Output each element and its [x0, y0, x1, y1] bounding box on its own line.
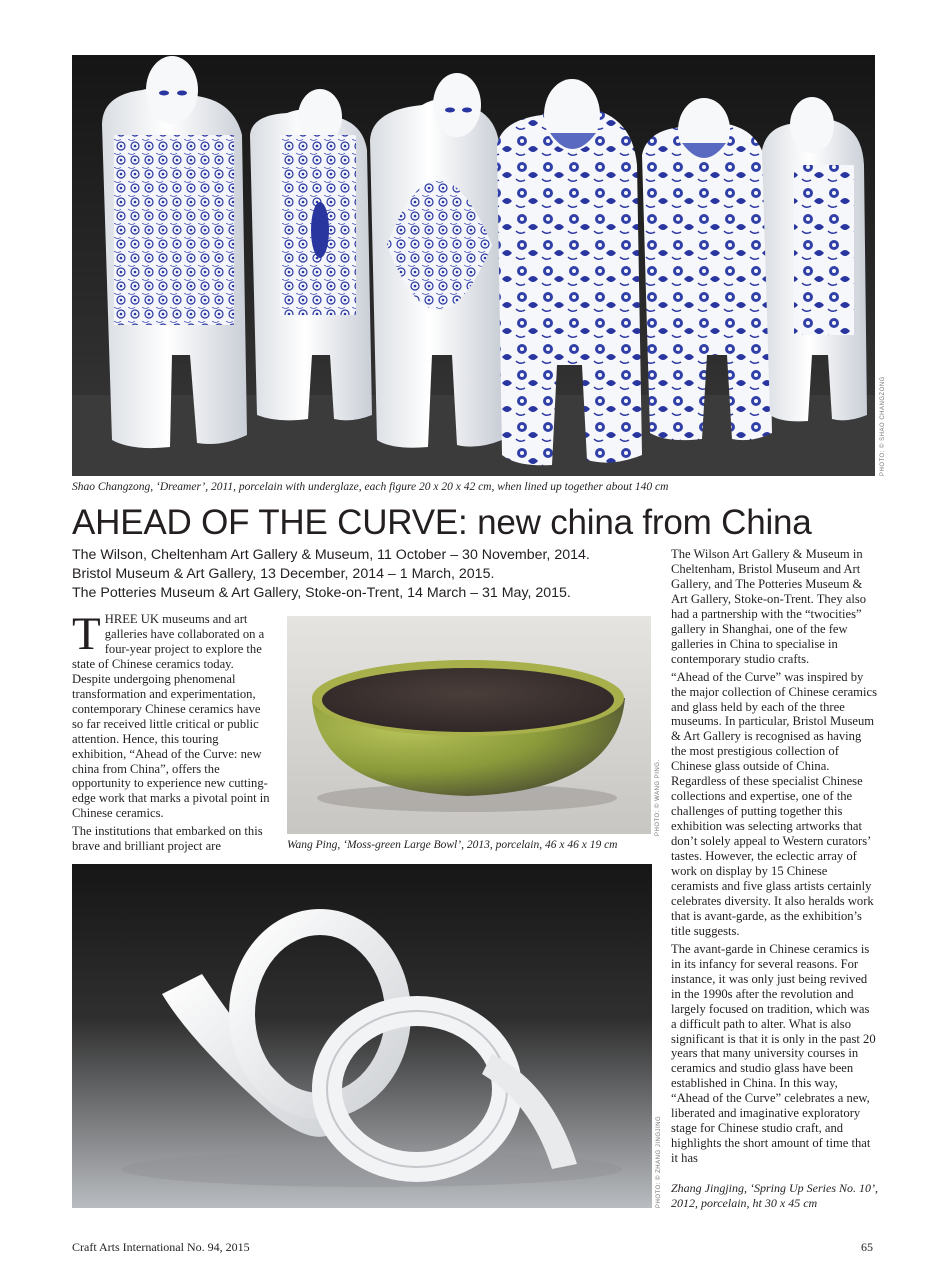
body-paragraph-1: THREE UK museums and art galleries have collaborated on a four-year project to explore the state of Chinese ceramics today. Despite undergoing phenomenal transformation and experimentation, contemporary Chinese ceramics have so far received little critical or public attention. Hence, this touring exhibition, “Ahead of the Curve: new china from China”, offers the opportunity to experience new cutting-edge work that marks a pivotal point in Chinese ceramics.	[72, 608, 270, 821]
caption-dreamer: Shao Changzong, ‘Dreamer’, 2011, porcelain with underglaze, each figure 20 x 20 x 42 cm, when lined up together about 140 cm	[72, 481, 669, 493]
footer-publication: Craft Arts International No. 94, 2015	[72, 1240, 250, 1254]
venue-line-2: Bristol Museum & Art Gallery, 13 December, 2014 – 1 March, 2015.	[72, 566, 495, 582]
photo-moss-green-bowl	[287, 616, 651, 834]
body-paragraph-3: The Wilson Art Gallery & Museum in Cheltenham, Bristol Museum and Art Gallery, and The Potteries Museum & Art Gallery, Stoke-on-Trent. They also had a partnership with the “twocities” gallery in Shanghai, one of the few galleries in China to specialise in contemporary studio crafts.	[671, 547, 867, 666]
photo-credit-spiral: PHOTO: © ZHANG JINGJING	[656, 1115, 662, 1208]
body-column-left	[72, 608, 272, 857]
body-column-right	[671, 547, 878, 1169]
caption-spiral: Zhang Jingjing, ‘Spring Up Series No. 10’, 2012, porcelain, ht 30 x 45 cm	[671, 1181, 878, 1210]
caption-bowl: Wang Ping, ‘Moss-green Large Bowl’, 2013, porcelain, 46 x 46 x 19 cm	[287, 839, 618, 851]
photo-dreamer-figures	[72, 55, 875, 476]
photo-credit-dreamer: PHOTO: © SHAO CHANGZONG	[880, 376, 886, 476]
body-paragraph-2: The institutions that embarked on this brave and brilliant project are	[72, 824, 263, 854]
venue-line-3: The Potteries Museum & Art Gallery, Stoke-on-Trent, 14 March – 31 May, 2015.	[72, 585, 571, 601]
article-title: AHEAD OF THE CURVE: new china from China	[72, 503, 812, 542]
body-paragraph-5: The avant-garde in Chinese ceramics is in its infancy for several reasons. For instance, it was only just being revived in the 1990s after the revolution and largely focused on tradition, which was a difficult path to alter. What is also significant is that it is only in the past 20 years that many university courses in ceramics and studio glass have been established in China. In this way, “Ahead of the Curve” celebrates a new, liberated and imaginative exploratory stage for Chinese studio craft, and highlights the short amount of time that it has	[671, 941, 876, 1166]
photo-spring-up-sculpture	[72, 864, 652, 1208]
venue-list	[72, 546, 662, 603]
figure-2	[250, 89, 372, 420]
photo-credit-bowl: PHOTO: © WANG PING.	[655, 759, 661, 836]
page-number: 65	[861, 1240, 873, 1254]
drop-cap: T	[72, 608, 101, 660]
body-paragraph-4: “Ahead of the Curve” was inspired by the major collection of Chinese ceramics and glass held by each of the three museums. In particular, Bristol Museum & Art Gallery is recognised as having the most prestigious collection of Chinese glass outside of China. Regardless of these specialist Chinese collections and expertise, one of the challenges of putting together this exhibition was selecting artworks that don’t solely appeal to Western curators’ tastes. However, the eclectic array of work on display by 15 Chinese ceramists and five glass artists certainly celebrates diversity. It also heralds work that is avant-garde, as the exhibition’s title suggests.	[671, 669, 877, 938]
venue-line-1: The Wilson, Cheltenham Art Gallery & Museum, 11 October – 30 November, 2014.	[72, 547, 590, 563]
